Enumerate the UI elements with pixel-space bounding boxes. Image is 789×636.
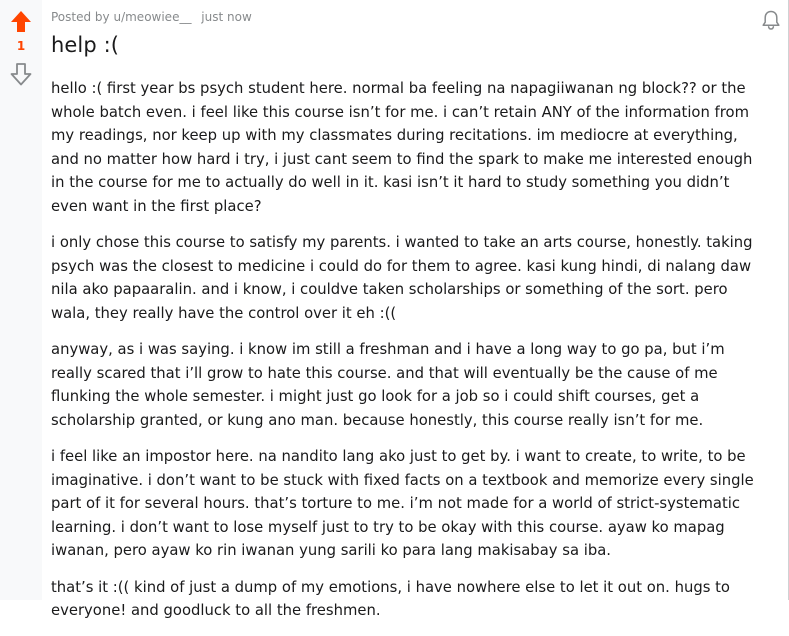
author-link[interactable]: u/meowiee__ bbox=[113, 10, 192, 24]
posted-by-label: Posted by bbox=[51, 10, 110, 24]
post-paragraph: hello :( first year bs psych student here. normal ba feeling na napagiiwanan ng block?? or the whole batch even. i feel like this course isn’t for me. i can’t retain ANY of the information from my readings, nor keep up with my classmates during recitations. im mediocre at everything, and no matter how hard i try, i just cant seem to find the spark to make me interested enough in the course for me to actually do well in it. kasi isn’t it hard to study something you didn’t even want in the first place? bbox=[51, 80, 753, 215]
post-title[interactable]: help :( bbox=[51, 33, 120, 57]
post-paragraph: that’s it :(( kind of just a dump of my emotions, i have nowhere else to let it out on. hugs to everyone! and goodluck to all the freshmen. bbox=[51, 578, 730, 619]
bell-icon[interactable] bbox=[760, 9, 782, 31]
post-meta bbox=[51, 10, 252, 24]
post-paragraph: i only chose this course to satisfy my parents. i wanted to take an arts course, honestly. taking psych was the closest to medicine i could do for them to agree. kasi kung hindi, di nalang daw nila ako papaaralin. and i know, i couldve taken scholarships or something of the sort. pero wala, they really have the control over it eh :(( bbox=[51, 234, 753, 322]
downvote-arrow-icon[interactable] bbox=[9, 62, 33, 86]
vote-column bbox=[0, 0, 42, 600]
upvote-arrow-icon[interactable] bbox=[9, 9, 33, 33]
post-body bbox=[51, 77, 759, 636]
post-time: just now bbox=[201, 10, 252, 24]
vote-count: 1 bbox=[16, 39, 26, 53]
post-paragraph: anyway, as i was saying. i know im still a freshman and i have a long way to go pa, but i’m really scared that i’ll grow to hate this course. and that will eventually be the cause of me flunking the whole semester. i might just go look for a job so i could shift courses, get a scholarship granted, or kung ano man. because honestly, this course really isn’t for me. bbox=[51, 341, 725, 429]
post-paragraph: i feel like an impostor here. na nandito lang ako just to get by. i want to create, to write, to be imaginative. i don’t want to be stuck with fixed facts on a textbook and memorize every single part of it for several hours. that’s torture to me. i’m not made for a world of strict-systematic learning. i don’t want to lose myself just to try to be okay with this course. ayaw ko mapag iwanan, pero ayaw ko rin iwanan yung sarili ko para lang makisabay sa iba. bbox=[51, 448, 754, 559]
